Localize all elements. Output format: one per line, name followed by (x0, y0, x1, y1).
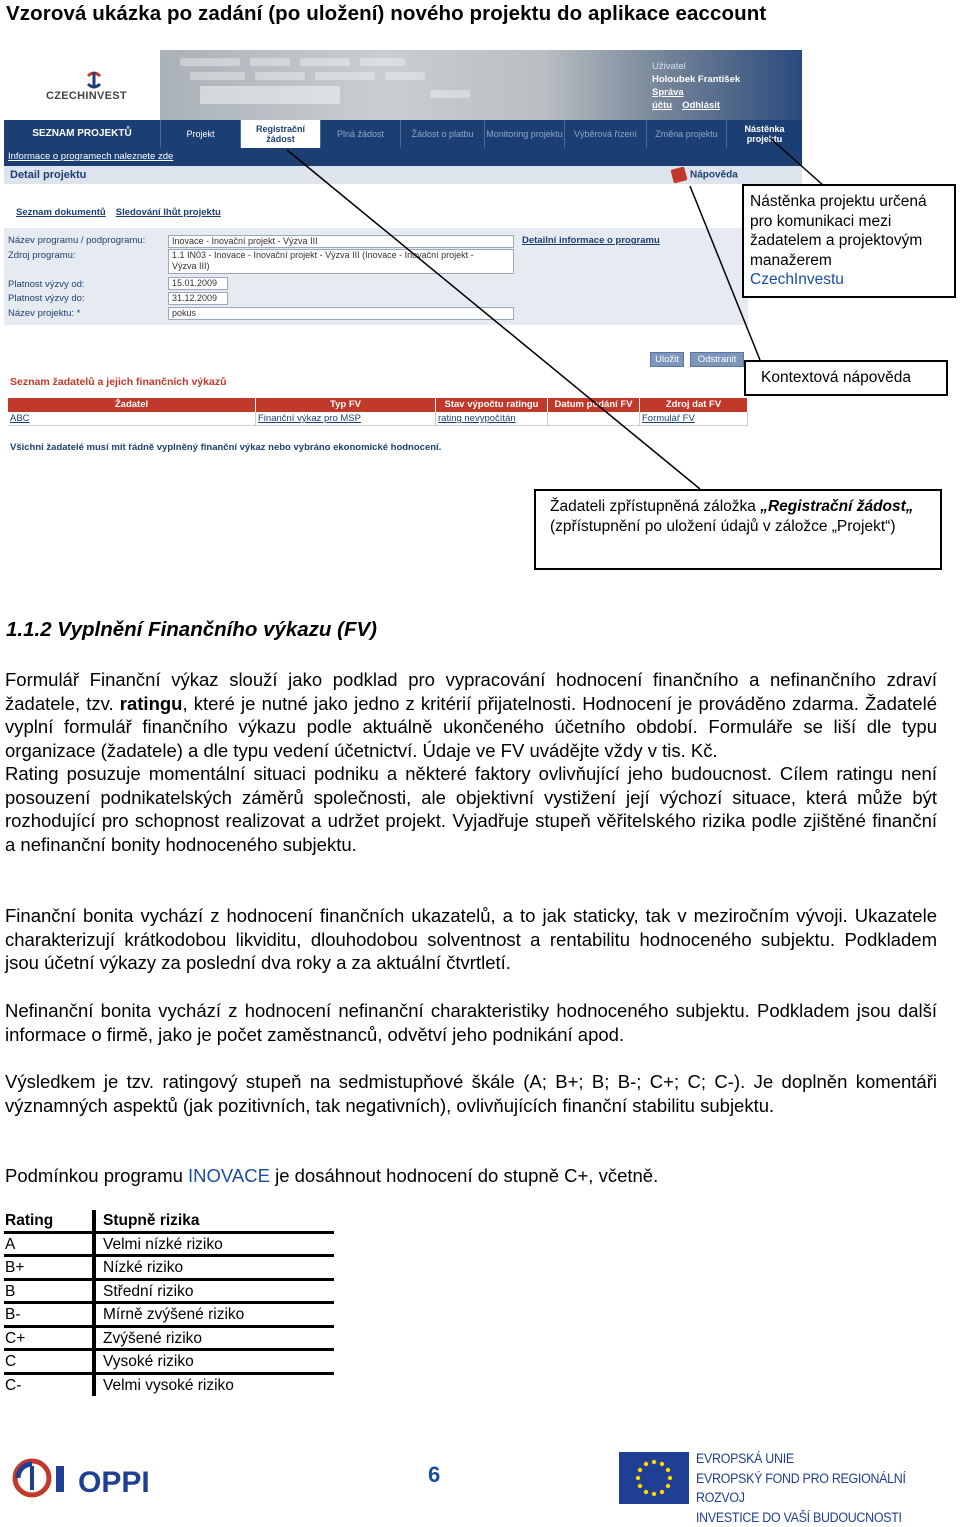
paragraph-6-a: Podmínkou programu (5, 1165, 188, 1186)
rating-table-header (4, 1210, 334, 1234)
risk-value: Vysoké riziko (103, 1351, 194, 1372)
risk-value: Nízké riziko (103, 1257, 183, 1278)
eu-line-2: EVROPSKÝ FOND PRO REGIONÁLNÍ ROZVOJ (696, 1469, 939, 1508)
user-title: Uživatel (652, 60, 762, 73)
oppi-logo (10, 1452, 165, 1502)
table-row (4, 1351, 334, 1375)
risk-value: Střední riziko (103, 1281, 193, 1302)
callout-nastenka-czechinvest: CzechInvestu (750, 271, 844, 288)
nazev-projektu-input[interactable]: pokus (168, 307, 514, 320)
label-program: Název programu / podprogramu: (8, 234, 145, 249)
th-stav-ratingu: Stav výpočtu ratingu (436, 398, 548, 412)
deadlines-link[interactable]: Sledování lhůt projektu (116, 207, 221, 218)
paragraph-3: Finanční bonita vychází z hodnocení finančních ukazatelů, a to jak staticky, tak v meziročním vývoji. Ukazatele charakterizují krátkodobou likviditu, dlouhodobou solventnost a rentabilitu hodnoceného subjektu. Podkladem jsou účetní výkazy za poslední dva roky a za aktuální čtvrtletí. (5, 904, 937, 975)
label-platnost-do: Platnost výzvy do: (8, 292, 145, 307)
td-zdroj-dat[interactable]: Formulář FV (640, 412, 748, 426)
save-button[interactable]: Uložit (650, 352, 684, 367)
paragraph-1-bold: ratingu (120, 693, 183, 714)
callout-zalozka-text-b: (zpřístupnění po uložení údajů v záložce „Projekt“) (550, 518, 895, 535)
paragraph-1 (5, 668, 937, 856)
risk-col-header: Stupně rizika (103, 1210, 199, 1231)
logo-text: CZECHINVEST (46, 90, 127, 102)
account-settings-link[interactable]: Správa účtu (652, 87, 684, 111)
remove-button[interactable]: Odstranit (690, 352, 744, 367)
programs-info-link[interactable]: Informace o programech naleznete zde (8, 151, 173, 162)
paragraph-6-b: je dosáhnout hodnocení do stupně C+, včetně. (270, 1165, 658, 1186)
tab-vyberova-rizeni[interactable]: Výběrová řízení (564, 120, 646, 148)
paragraph-6-inovace: INOVACE (188, 1165, 270, 1186)
user-name: Holoubek František (652, 73, 762, 86)
platnost-do-field: 31.12.2009 (168, 292, 228, 305)
tab-zadost-o-platbu[interactable]: Žádost o platbu (400, 120, 484, 148)
rating-value: C- (5, 1375, 21, 1396)
eu-flag-icon (619, 1452, 689, 1504)
callout-napoveda: Kontextová nápověda (744, 360, 948, 396)
paragraph-1-a: Formulář Finanční výkaz slouží jako podklad pro vypracování hodnocení finančního a nefinančního zdraví žadatele, tzv. (5, 669, 937, 714)
td-typ-fv[interactable]: Finanční výkaz pro MSP (256, 412, 436, 426)
rating-value: C (5, 1351, 16, 1372)
page-number: 6 (428, 1462, 440, 1488)
rating-value: C+ (5, 1328, 25, 1349)
table-row (4, 1375, 334, 1399)
risk-value: Zvýšené riziko (103, 1328, 202, 1349)
tab-zmena-projektu[interactable]: Změna projektu (646, 120, 726, 148)
paragraph-2: Rating posuzuje momentální situaci podniku a některé faktory ovlivňující jeho budoucnost. Cílem ratingu není posouzení podnikatelských záměrů společnosti, ale objektivní vystižení její výchozí situace, která může být rozhodující pro schopnost realizovat a udržet projekt. Vyjadřuje stupeň věřitelského rizika podle zjištěné finanční a nefinanční bonity hodnoceného subjektu. (5, 763, 937, 855)
rating-value: B+ (5, 1257, 24, 1278)
tab-seznam-projektu[interactable]: SEZNAM PROJEKTŮ (4, 120, 160, 148)
label-platnost-od: Platnost výzvy od: (8, 278, 145, 293)
risk-value: Velmi nízké riziko (103, 1234, 223, 1255)
rating-value: B- (5, 1304, 21, 1325)
td-stav-ratingu[interactable]: rating nevypočítán (436, 412, 548, 426)
paragraph-4: Nefinanční bonita vychází z hodnocení nefinanční charakteristiky hodnoceného subjektu. Podkladem jsou další informace o firmě, jako je počet zaměstnanců, odvětví jeho podnikání apod. (5, 999, 937, 1046)
paragraph-5: Výsledkem je tzv. ratingový stupeň na sedmistupňové škále (A; B+; B; B-; C+; C; C-). Je doplněn komentáři významných aspektů (jak pozitivních, tak negativních), ovlivňujících finanční stabilitu subjektu. (5, 1070, 937, 1117)
rating-col-header: Rating (5, 1210, 53, 1231)
callout-nastenka-text: Nástěnka projektu určená pro komunikaci mezi žadatelem a projektovým manažerem (750, 193, 927, 269)
th-typ-fv: Typ FV (256, 398, 436, 412)
th-zdroj-dat: Zdroj dat FV (640, 398, 748, 412)
detail-title: Detail projektu (4, 166, 802, 184)
eu-funding-text (696, 1449, 939, 1527)
applicants-list-title: Seznam žadatelů a jejich finančních výkazů (10, 376, 227, 388)
applicants-note: Všichni žadatelé musí mít řádně vyplněný finanční výkaz nebo vybráno ekonomické hodnocení. (10, 442, 441, 453)
th-datum-podani: Datum podání FV (548, 398, 640, 412)
table-row (4, 1281, 334, 1305)
table-row (4, 1304, 334, 1328)
tab-monitoring-projektu[interactable]: Monitoring projektu (484, 120, 564, 148)
callout-nastenka (742, 184, 956, 298)
zdroj-line-2: Výzva III) (172, 261, 510, 272)
rating-table (4, 1210, 334, 1398)
program-field: Inovace - Inovační projekt - Výzva III (168, 235, 514, 248)
table-row (4, 1234, 334, 1258)
section-heading: 1.1.2 Vyplnění Finančního výkazu (FV) (6, 618, 377, 642)
paragraph-1-b: , které je nutné jako jedno z kritérií přijatelnosti. Hodnocení je prováděno zdarma. Žadatelé vyplní formulář finančního výkazu podle aktuálně ukončeného účetního období. Formuláře se liší dle typu organizace (žadatele) a dle typu vedení účetnictví. Údaje ve FV uvádějte vždy v tis. Kč. (5, 693, 937, 761)
callout-zalozka-text-a: Žadateli zpřístupněná záložka (550, 498, 760, 515)
page-title: Vzorová ukázka po zadání (po uložení) nového projektu do aplikace eaccount (6, 2, 766, 26)
eu-line-1: EVROPSKÁ UNIE (696, 1449, 939, 1469)
rating-table-divider (92, 1210, 96, 1396)
label-zdroj: Zdroj programu: (8, 249, 145, 264)
label-nazev: Název projektu: * (8, 307, 145, 322)
rating-value: A (5, 1234, 15, 1255)
td-zadatel[interactable]: ABC (8, 412, 256, 426)
oppi-text: OPPI (78, 1466, 150, 1499)
documents-list-link[interactable]: Seznam dokumentů (16, 207, 106, 218)
platnost-od-field: 15.01.2009 (168, 277, 228, 290)
zdroj-line-1: 1.1 IN03 - Inovace - Inovační projekt - Výzva III (Inovace - Inovační projekt - (172, 250, 510, 261)
logout-link[interactable]: Odhlásit (682, 100, 720, 111)
tab-registracni-zadost[interactable]: Registrační žádost (240, 120, 320, 148)
callout-zalozka-bold: „Registrační žádost„ (760, 498, 913, 515)
rating-value: B (5, 1281, 15, 1302)
th-zadatel: Žadatel (8, 398, 256, 412)
callout-zalozka (534, 489, 942, 570)
program-detail-link[interactable]: Detailní informace o programu (522, 235, 660, 246)
paragraph-6 (5, 1164, 937, 1188)
eu-line-3: INVESTICE DO VAŠÍ BUDOUCNOSTI (696, 1508, 939, 1527)
tab-projekt[interactable]: Projekt (160, 120, 240, 148)
risk-value: Velmi vysoké riziko (103, 1375, 234, 1396)
tab-plna-zadost[interactable]: Plná žádost (320, 120, 400, 148)
table-row (4, 1257, 334, 1281)
table-row (4, 1328, 334, 1352)
help-label: Nápověda (690, 170, 738, 181)
tab-nastenka-projektu[interactable]: Nástěnka projektu (726, 120, 802, 148)
risk-value: Mírně zvýšené riziko (103, 1304, 244, 1325)
